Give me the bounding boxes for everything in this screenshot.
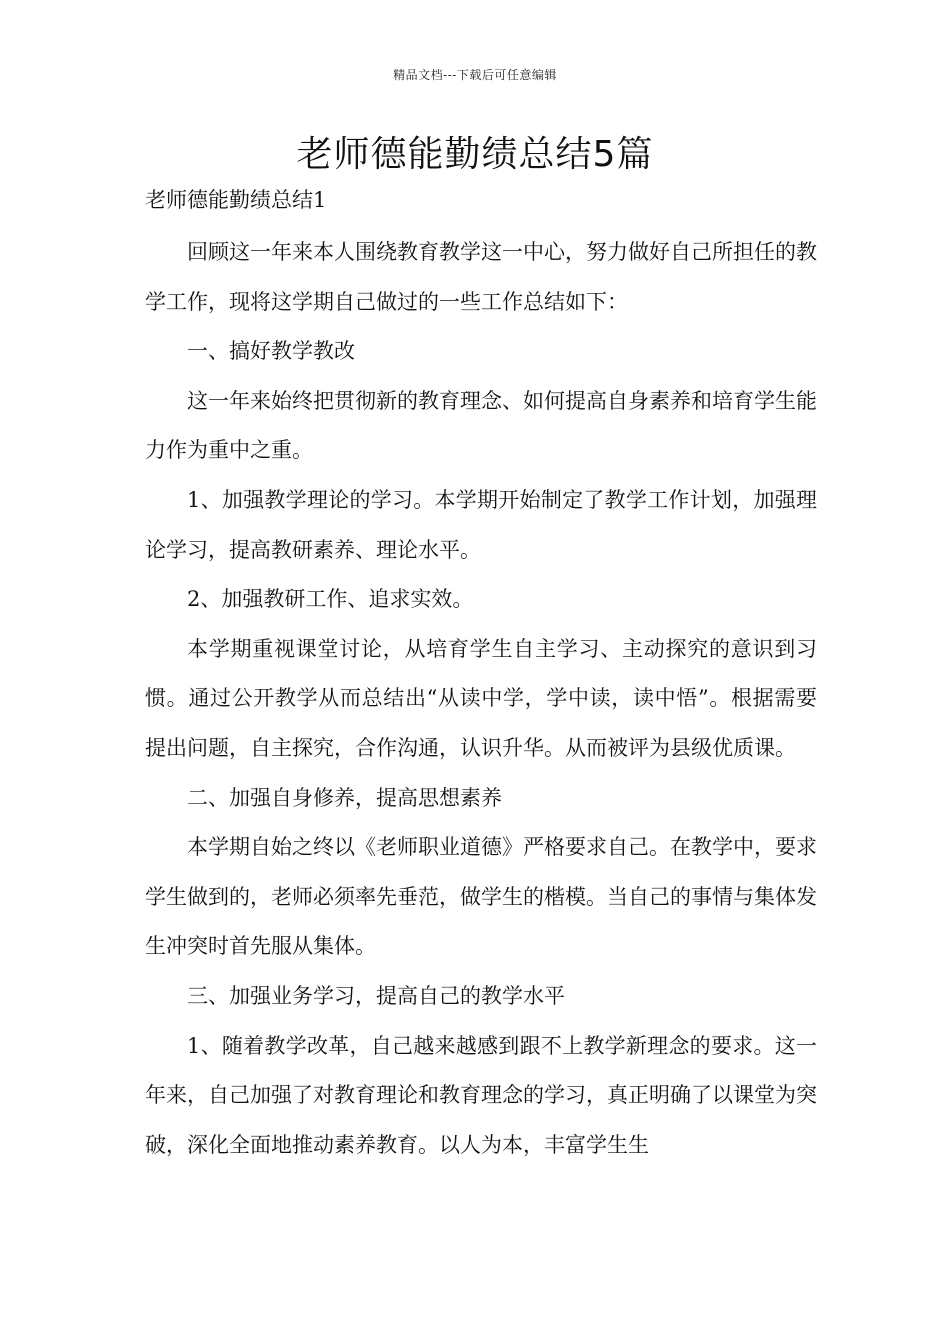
paragraph: 回顾这一年来本人围绕教育教学这一中心，努力做好自己所担任的教学工作，现将这学期自己做过的一些工作总结如下：	[145, 240, 817, 314]
paragraph: 本学期重视课堂讨论，从培育学生自主学习、主动探究的意识到习惯。通过公开教学从而总结出“从读中学，学中读，读中悟”。根据需要提出问题，自主探究，合作沟通，认识升华。从而被评为县级优质课。	[145, 636, 817, 760]
section-title: 老师德能勤绩总结1	[145, 188, 327, 212]
document-body	[145, 184, 817, 1170]
paragraph: 2、加强教研工作、追求实效。	[187, 587, 474, 612]
paragraph: 本学期自始之终以《老师职业道德》严格要求自己。在教学中，要求学生做到的，老师必须率先垂范，做学生的楷模。当自己的事情与集体发生冲突时首先服从集体。	[145, 835, 817, 959]
document-title: 老师德能勤绩总结5篇	[296, 134, 654, 175]
paragraph: 这一年来始终把贯彻新的教育理念、如何提高自身素养和培育学生能力作为重中之重。	[145, 388, 817, 463]
heading-1: 一、搞好教学教改	[187, 339, 355, 364]
heading-2: 二、加强自身修养，提高思想素养	[187, 785, 502, 810]
paragraph: 1、随着教学改革，自己越来越感到跟不上教学新理念的要求。这一年来，自己加强了对教育理论和教育理念的学习，真正明确了以课堂为突破，深化全面地推动素养教育。以人为本，丰富学生生	[145, 1033, 817, 1157]
heading-3: 三、加强业务学习，提高自己的教学水平	[187, 983, 565, 1008]
header-note: 精品文档---下载后可任意编辑	[393, 68, 557, 82]
paragraph: 1、加强教学理论的学习。本学期开始制定了教学工作计划，加强理论学习，提高教研素养、理论水平。	[145, 487, 817, 562]
